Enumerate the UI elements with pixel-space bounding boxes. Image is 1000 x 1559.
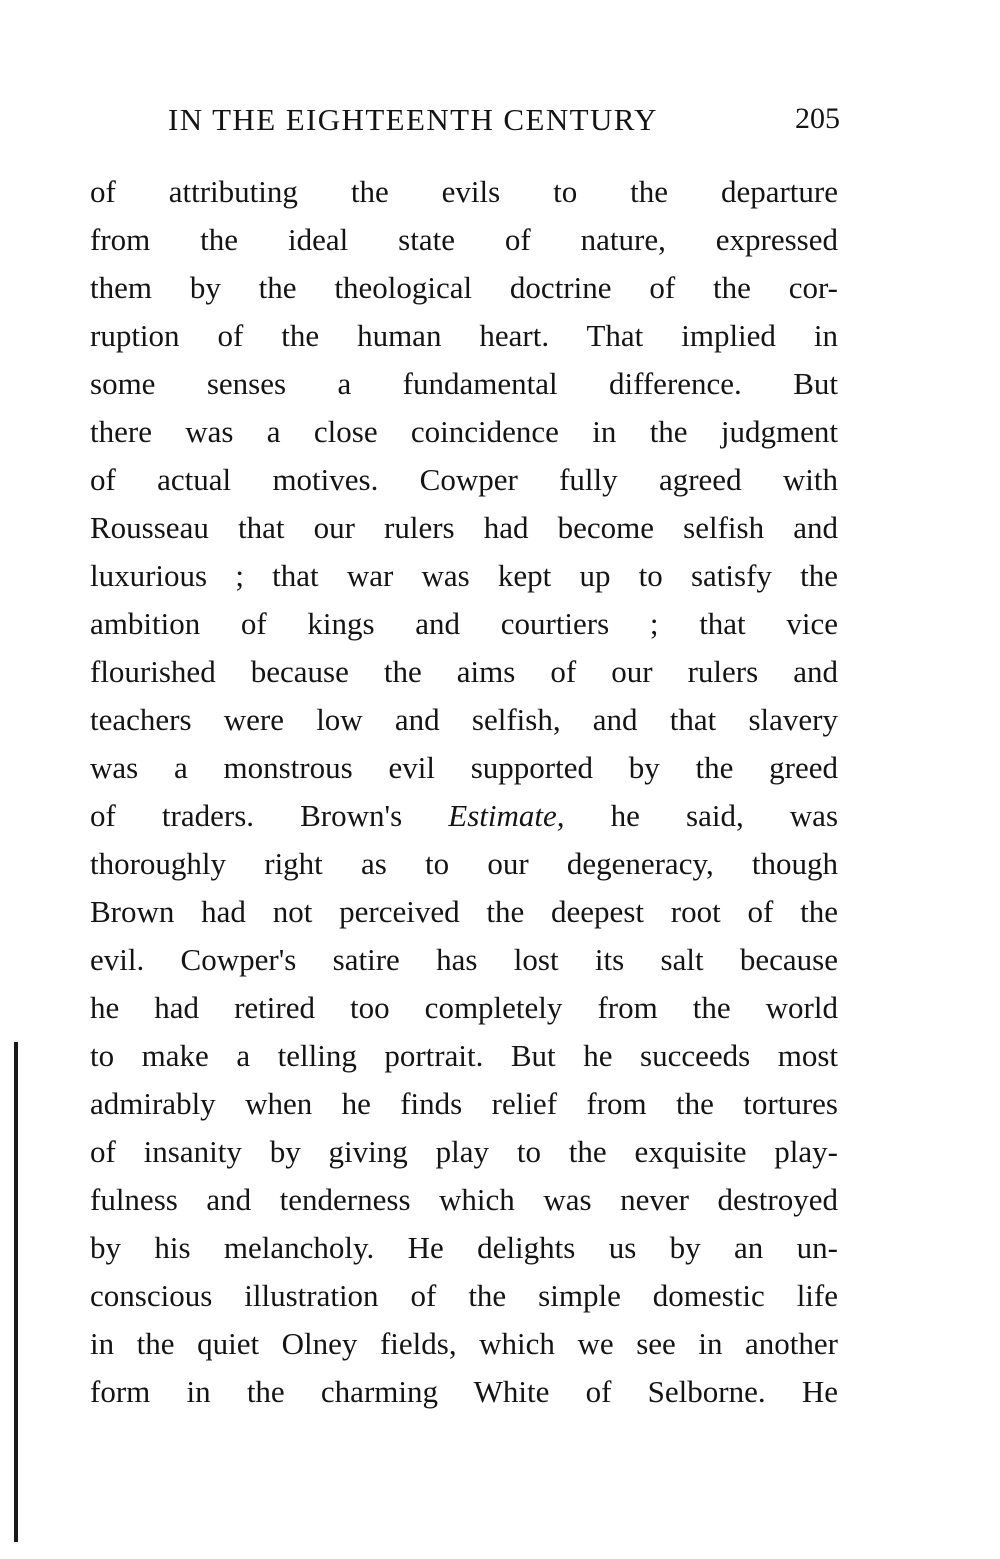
line-text-before: of traders. Brown's [90, 798, 449, 833]
text-line: thoroughly right as to our degeneracy, though [90, 846, 838, 881]
line-text-after: he said, was [564, 798, 838, 833]
text-line: ruption of the human heart. That implied in [90, 318, 838, 353]
text-line: evil. Cowper's satire has lost its salt because [90, 942, 838, 977]
book-title-italic: Estimate, [448, 798, 565, 833]
text-line: to make a telling portrait. But he succeeds most [90, 1038, 838, 1073]
body-text [90, 168, 838, 1416]
scan-edge-mark [14, 1042, 18, 1542]
text-line: was a monstrous evil supported by the greed [90, 750, 838, 785]
text-line: of attributing the evils to the departure [90, 174, 838, 209]
page-number: 205 [795, 102, 840, 135]
running-title: IN THE EIGHTEENTH CENTURY [168, 102, 658, 137]
text-line: some senses a fundamental difference. But [90, 366, 838, 401]
text-line: in the quiet Olney fields, which we see in another [90, 1326, 838, 1361]
text-line: ambition of kings and courtiers ; that vice [90, 606, 838, 641]
text-line: he had retired too completely from the world [90, 990, 838, 1025]
text-line: Brown had not perceived the deepest root of the [90, 894, 838, 929]
text-line: by his melancholy. He delights us by an un- [90, 1230, 838, 1265]
text-line: form in the charming White of Selborne. He [90, 1374, 838, 1409]
running-head [168, 102, 840, 146]
text-line: of actual motives. Cowper fully agreed with [90, 462, 838, 497]
text-line: luxurious ; that war was kept up to satisfy the [90, 558, 838, 593]
text-line: teachers were low and selfish, and that slavery [90, 702, 838, 737]
text-line: conscious illustration of the simple domestic life [90, 1278, 838, 1313]
text-line: admirably when he finds relief from the tortures [90, 1086, 838, 1121]
text-line: fulness and tenderness which was never destroyed [90, 1182, 838, 1217]
text-line: Rousseau that our rulers had become selfish and [90, 510, 838, 545]
text-line: there was a close coincidence in the judgment [90, 414, 838, 449]
text-line: from the ideal state of nature, expressed [90, 222, 838, 257]
text-line: them by the theological doctrine of the cor- [90, 270, 838, 305]
text-line-with-italic [90, 792, 838, 840]
text-line: of insanity by giving play to the exquisite play- [90, 1134, 838, 1169]
text-line: flourished because the aims of our rulers and [90, 654, 838, 689]
